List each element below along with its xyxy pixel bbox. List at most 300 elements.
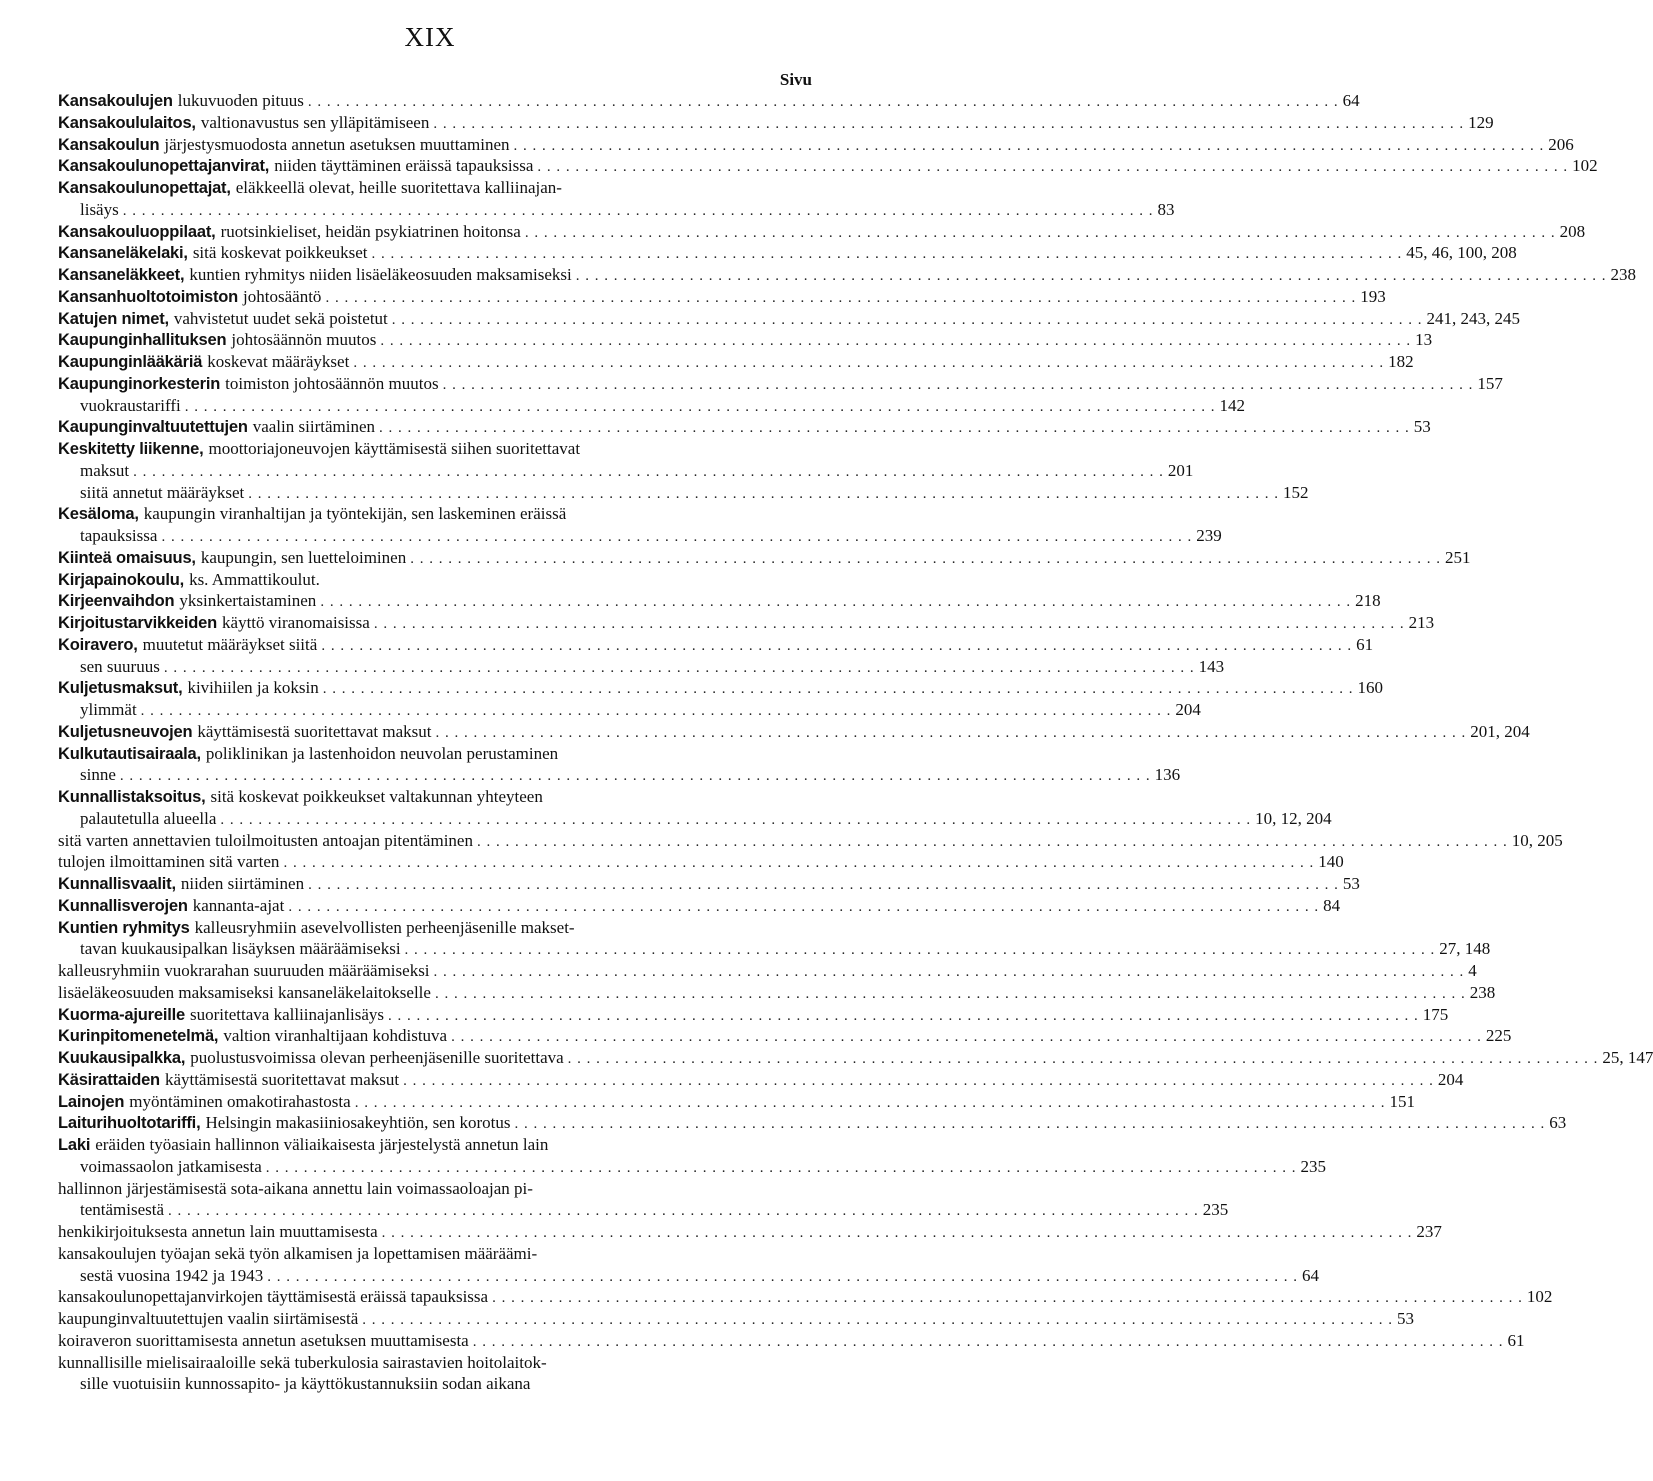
leader-dots (164, 658, 1195, 680)
leader-dots (141, 701, 1172, 723)
index-entry (58, 1330, 1525, 1352)
leader-dots (388, 1006, 1419, 1028)
entry-text (58, 1004, 384, 1027)
entry-description: ylimmät (80, 700, 137, 719)
entry-page-ref: 4 (1468, 961, 1477, 980)
entry-text (58, 1025, 447, 1048)
entry-page-ref: 160 (1357, 678, 1383, 698)
index-entry (58, 1308, 1415, 1330)
leader-dots (220, 810, 1251, 832)
entry-text (58, 1112, 510, 1135)
index-entry (58, 90, 1360, 112)
entry-keyword: Kunnallisverojen (58, 896, 188, 915)
entry-text (80, 525, 157, 547)
index-entry (58, 1352, 812, 1374)
index-entry (58, 373, 1503, 395)
entry-page-ref: 102 (1572, 156, 1598, 176)
leader-dots (133, 462, 1164, 484)
index-entry (58, 1025, 1512, 1047)
entry-keyword: Lainojen (58, 1092, 125, 1111)
entry-text (58, 851, 279, 873)
entry-page-ref: 201, 204 (1470, 721, 1530, 741)
entry-text (58, 177, 562, 200)
index-entry (58, 786, 812, 808)
page-number: XIX (404, 22, 456, 52)
entry-text (58, 1308, 358, 1330)
entry-description: myöntäminen omakotirahastosta (129, 1091, 351, 1111)
index-entry (58, 286, 1386, 308)
index-entry (58, 1134, 812, 1156)
leader-dots (443, 375, 1474, 397)
index-entry (58, 547, 1471, 569)
entry-description: kalleusryhmiin asevelvollisten perheenjäsenille makset- (194, 917, 575, 937)
entry-text (58, 438, 580, 461)
entry-page-ref: 84 (1323, 895, 1341, 915)
entry-description: eläkkeellä olevat, heille suoritettava kalliinajan- (235, 178, 562, 197)
leader-dots (161, 527, 1192, 549)
entry-page-ref: 157 (1477, 373, 1503, 393)
entry-text (58, 1286, 488, 1308)
index-entry (58, 199, 1175, 221)
leader-dots (410, 549, 1441, 571)
entry-text (58, 960, 430, 982)
leader-dots (576, 266, 1607, 288)
entry-page-ref: 64 (1342, 91, 1360, 110)
entry-text (80, 460, 129, 482)
entry-keyword: Laiturihuoltotariffi, (58, 1114, 201, 1133)
entry-keyword: Kansaneläkelaki, (58, 244, 188, 263)
index-entry (58, 1286, 1553, 1308)
entry-page-ref: 45, 46, 100, 208 (1406, 243, 1517, 263)
entry-keyword: Kulkutautisairaala, (58, 744, 201, 763)
entry-description: niiden täyttäminen eräissä tapauksissa (274, 156, 534, 176)
entry-keyword: Kansaneläkkeet, (58, 266, 185, 284)
entry-page-ref: 175 (1422, 1004, 1449, 1024)
entry-description: puolustusvoimissa olevan perheenjäsenille suoritettava (190, 1048, 564, 1067)
index-entry (58, 743, 812, 765)
leader-dots (325, 288, 1356, 310)
entry-description: moottoriajoneuvojen käyttämisestä siihen suoritettavat (208, 439, 581, 458)
entry-text (58, 351, 349, 374)
index-entry (58, 590, 1381, 612)
column-heading-sivu: Sivu (779, 70, 812, 89)
index-entry (58, 525, 1222, 547)
entry-description: kaupungin, sen luetteloiminen (200, 547, 407, 567)
index-entry (58, 917, 812, 939)
leader-dots (525, 223, 1556, 245)
entry-description: kansakoulujen työajan sekä työn alkamisen ja lopettamisen määräämi- (58, 1243, 538, 1263)
entry-description: vuokraustariffi (80, 395, 181, 415)
index-entry (58, 264, 1637, 286)
index-entry (58, 112, 1494, 134)
entry-text (58, 677, 319, 700)
entry-description: vaalin siirtäminen (252, 417, 375, 437)
entry-page-ref: 225 (1485, 1026, 1512, 1046)
index-entry (58, 873, 1360, 895)
entry-page-ref: 213 (1408, 613, 1435, 632)
entry-page-ref: 204 (1175, 700, 1201, 719)
entry-page-ref: 83 (1157, 199, 1175, 219)
leader-dots (382, 1223, 1413, 1245)
entry-page-ref: 208 (1559, 221, 1586, 241)
index-entry (58, 764, 1181, 786)
entry-page-ref: 63 (1549, 1113, 1567, 1133)
entry-description: kalleusryhmiin vuokrarahan suuruuden määräämiseksi (58, 961, 430, 980)
entry-text (58, 503, 566, 526)
entry-text (58, 373, 439, 396)
entry-text (80, 938, 401, 960)
index-entry (58, 438, 812, 460)
leader-dots (372, 244, 1403, 266)
index-entry (58, 938, 1491, 960)
entry-description: kivihiilen ja koksin (187, 678, 319, 698)
entry-page-ref: 201 (1167, 460, 1194, 480)
leader-dots (321, 636, 1352, 658)
index-entry (58, 460, 1194, 482)
entry-page-ref: 140 (1318, 852, 1344, 872)
leader-dots (405, 940, 1436, 962)
index-entry (58, 1221, 1442, 1243)
index-entry (58, 569, 812, 591)
entry-text (58, 1330, 469, 1352)
entry-page-ref: 102 (1526, 1287, 1553, 1307)
entry-description: lisäeläkeosuuden maksamiseksi kansaneläkelaitokselle (58, 982, 431, 1002)
entry-description: yksinkertaistaminen (179, 591, 317, 611)
entry-description: tapauksissa (80, 526, 158, 545)
entry-keyword: Kesäloma, (58, 505, 139, 524)
index-entry (58, 1091, 1415, 1113)
index-entry (58, 1069, 1464, 1091)
leader-dots (353, 353, 1384, 375)
entry-page-ref: 237 (1416, 1222, 1442, 1241)
leader-dots (355, 1093, 1386, 1115)
entry-description: eräiden työasiain hallinnon väliaikaisesta järjestelystä annetun lain (95, 1135, 549, 1154)
entry-keyword: Kurinpitomenetelmä, (58, 1027, 219, 1046)
index-entry (58, 677, 1383, 699)
index-entry (58, 221, 1586, 243)
leader-dots (267, 1267, 1298, 1289)
index-entry (58, 1047, 1653, 1069)
entry-keyword: Kiinteä omaisuus, (58, 548, 196, 567)
entry-text (58, 1243, 537, 1265)
entry-description: palautetulla alueella (80, 808, 217, 828)
entry-text (58, 569, 320, 592)
entry-text (58, 982, 431, 1004)
entry-keyword: Kansakoulun (58, 135, 160, 154)
index-entry (58, 177, 812, 199)
entry-text (58, 155, 533, 178)
entry-text (80, 482, 244, 504)
entry-page-ref: 136 (1154, 765, 1181, 785)
leader-dots (123, 201, 1154, 223)
index-entry (58, 851, 1344, 873)
entry-text (58, 1069, 399, 1092)
entry-keyword: Kansakoulujen (58, 92, 173, 110)
entry-keyword: Kirjeenvaihdon (58, 592, 175, 611)
leader-dots (451, 1027, 1482, 1049)
leader-dots (492, 1288, 1523, 1310)
entry-description: suoritettava kalliinajanlisäys (190, 1004, 385, 1024)
leader-dots (514, 1114, 1545, 1136)
entry-text (58, 634, 317, 657)
leader-dots (435, 984, 1466, 1006)
index-entry (58, 308, 1521, 330)
entry-text (80, 808, 216, 830)
entry-description: lisäys (80, 199, 119, 219)
index-entry (58, 416, 1431, 438)
entry-text (58, 873, 304, 896)
entry-description: kaupunginvaltuutettujen vaalin siirtämisestä (58, 1309, 359, 1328)
entry-page-ref: 182 (1388, 352, 1414, 371)
entry-page-ref: 10, 205 (1511, 830, 1563, 850)
entry-text (80, 395, 181, 417)
entry-keyword: Laki (58, 1136, 91, 1154)
entry-keyword: Kirjoitustarvikkeiden (58, 614, 218, 632)
entry-page-ref: 27, 148 (1439, 939, 1491, 959)
entry-keyword: Kansakouluoppilaat, (58, 222, 216, 241)
index-entry (58, 721, 1530, 743)
index-entry (58, 1178, 812, 1200)
entry-description: niiden siirtäminen (180, 874, 305, 893)
entry-page-ref: 64 (1301, 1265, 1319, 1285)
entry-page-ref: 218 (1355, 591, 1381, 611)
entry-keyword: Kaupunginvaltuutettujen (58, 418, 248, 437)
leader-dots (185, 397, 1216, 419)
entry-text (58, 242, 368, 265)
entry-text (80, 764, 116, 786)
entry-description: tentämisestä (80, 1200, 165, 1220)
entry-page-ref: 53 (1413, 417, 1431, 437)
entry-page-ref: 238 (1469, 982, 1496, 1002)
leader-dots (514, 136, 1545, 158)
entry-page-ref: 53 (1397, 1309, 1415, 1328)
entry-description: kansakoulunopettajanvirkojen täyttämisestä eräissä tapauksissa (58, 1287, 489, 1307)
entry-description: poliklinikan ja lastenhoidon neuvolan perustaminen (205, 743, 559, 763)
entry-keyword: Kansakoulunopettajanvirat, (58, 157, 270, 176)
leader-dots (308, 92, 1339, 114)
entry-description: valtionavustus sen ylläpitämiseen (200, 112, 430, 132)
entry-keyword: Kuljetusmaksut, (58, 679, 183, 698)
index-entry (58, 699, 1201, 721)
leader-dots (537, 157, 1568, 179)
leader-dots (436, 723, 1467, 745)
entry-description: maksut (80, 460, 130, 480)
entry-text (80, 656, 160, 678)
entry-text (58, 786, 543, 809)
entry-page-ref: 143 (1198, 656, 1225, 676)
entry-description: kunnallisille mielisairaaloille sekä tuberkulosia sairastavien hoitolaitok- (58, 1352, 547, 1372)
index-entry (58, 1112, 1567, 1134)
entry-text (58, 743, 558, 766)
index-entry (58, 155, 1598, 177)
entry-page-ref: 239 (1196, 526, 1222, 545)
leader-dots (308, 875, 1339, 897)
entry-text (58, 90, 304, 113)
index-entry (58, 242, 1517, 264)
entry-page-ref: 235 (1202, 1200, 1229, 1220)
entry-text (58, 308, 388, 331)
entry-description: käyttö viranomaisissa (222, 613, 370, 632)
entry-description: henkikirjoituksesta annetun lain muuttamisesta (58, 1222, 378, 1241)
index-entry (58, 982, 1496, 1004)
entry-text (58, 134, 510, 157)
leader-dots (473, 1332, 1504, 1354)
entry-text (80, 699, 137, 721)
index-entry (58, 1373, 812, 1395)
entry-keyword: Kuukausipalkka, (58, 1049, 186, 1067)
entry-page-ref: 151 (1389, 1091, 1415, 1111)
leader-dots (248, 484, 1279, 506)
entry-description: Helsingin makasiiniosakeyhtiön, sen korotus (205, 1113, 511, 1133)
entry-description: tulojen ilmoittaminen sitä varten (58, 852, 280, 872)
entry-text (58, 112, 429, 135)
leader-dots (434, 962, 1465, 984)
entry-keyword: Kuntien ryhmitys (58, 918, 190, 937)
index-entry (58, 351, 1414, 373)
entry-text (80, 199, 119, 221)
entry-description: sille vuotuisiin kunnossapito- ja käyttökustannuksiin sodan aikana (80, 1374, 531, 1394)
entry-description: koskevat määräykset (207, 352, 350, 371)
entry-description: sestä vuosina 1942 ja 1943 (80, 1265, 264, 1285)
entry-page-ref: 10, 12, 204 (1255, 808, 1332, 828)
leader-dots (374, 614, 1405, 636)
entry-keyword: Koiravero, (58, 635, 138, 654)
index-entry (58, 329, 1433, 351)
index-entry (58, 808, 1332, 830)
entry-text (80, 1265, 263, 1287)
entry-page-ref: 61 (1507, 1330, 1525, 1350)
index-entry (58, 960, 1477, 982)
entry-text (58, 1352, 547, 1374)
index-entry (58, 634, 1374, 656)
entry-page-ref: 241, 243, 245 (1426, 308, 1521, 328)
entry-description: käyttämisestä suoritettavat maksut (197, 721, 432, 741)
entry-description: vahvistetut uudet sekä poistetut (173, 308, 388, 328)
entry-text (58, 895, 284, 918)
leader-dots (403, 1071, 1434, 1093)
entry-keyword: Kirjapainokoulu, (58, 570, 185, 589)
entry-keyword: Katujen nimet, (58, 309, 169, 328)
entry-page-ref: 204 (1437, 1069, 1464, 1089)
entry-keyword: Kansakoululaitos, (58, 113, 196, 132)
index-entry (58, 1243, 812, 1265)
index-entry (58, 830, 1563, 852)
leader-dots (288, 897, 1319, 919)
entry-text (58, 264, 572, 287)
index-entry (58, 1199, 1229, 1221)
entry-description: koiraveron suorittamisesta annetun asetuksen muuttamisesta (58, 1330, 469, 1350)
index-entry (58, 612, 1435, 634)
entry-description: kuntien ryhmitys niiden lisäeläkeosuuden maksamiseksi (189, 265, 572, 284)
leader-dots (362, 1310, 1393, 1332)
entry-text (80, 1373, 530, 1395)
entry-description: johtosäännön muutos (231, 330, 377, 350)
index-list (58, 90, 1653, 1395)
entry-description: sitä koskevat poikkeukset (192, 243, 368, 263)
leader-dots (320, 592, 1351, 614)
entry-description: ks. Ammattikoulut. (189, 569, 320, 589)
entry-page-ref: 251 (1444, 547, 1471, 567)
entry-page-ref: 129 (1468, 112, 1494, 132)
leader-dots (379, 418, 1410, 440)
leader-dots (392, 310, 1423, 332)
entry-description: järjestysmuodosta annetun asetuksen muuttaminen (164, 134, 510, 154)
entry-description: valtion viranhaltijaan kohdistuva (223, 1026, 448, 1046)
entry-page-ref: 61 (1356, 634, 1374, 654)
entry-page-ref: 142 (1219, 395, 1245, 415)
entry-text (58, 547, 406, 570)
entry-page-ref: 193 (1360, 286, 1386, 306)
leader-dots (380, 331, 1411, 353)
leader-dots (168, 1201, 1199, 1223)
entry-description: ruotsinkieliset, heidän psykiatrinen hoitonsa (220, 221, 521, 241)
entry-description: voimassaolon jatkamisesta (80, 1156, 262, 1176)
entry-keyword: Kuljetusneuvojen (58, 722, 193, 741)
leader-dots (568, 1049, 1599, 1071)
entry-text (58, 416, 375, 439)
entry-description: tavan kuukausipalkan lisäyksen määräämiseksi (80, 939, 401, 959)
entry-description: johtosääntö (243, 286, 322, 306)
entry-text (58, 1091, 351, 1114)
entry-page-ref: 206 (1548, 134, 1574, 154)
entry-keyword: Kaupunginlääkäriä (58, 353, 203, 371)
entry-keyword: Kunnallisvaalit, (58, 875, 176, 893)
entry-text (58, 590, 316, 613)
entry-keyword: Kansanhuoltotoimiston (58, 287, 239, 306)
entry-page-ref: 25, 147 (1602, 1048, 1653, 1067)
entry-text (58, 612, 370, 635)
leader-dots (266, 1158, 1297, 1180)
entry-text (58, 917, 575, 940)
leader-dots (283, 853, 1314, 875)
entry-keyword: Kaupunginorkesterin (58, 374, 221, 393)
index-entry (58, 482, 1309, 504)
index-entry (58, 1265, 1319, 1287)
entry-keyword: Kaupunginhallituksen (58, 331, 227, 350)
entry-page-ref: 152 (1283, 482, 1309, 502)
index-entry (58, 1004, 1449, 1026)
index-entry (58, 1156, 1327, 1178)
entry-description: toimiston johtosäännön muutos (225, 373, 439, 393)
index-entry (58, 895, 1341, 917)
entry-text (58, 1047, 564, 1070)
entry-text (58, 830, 473, 852)
leader-dots (477, 832, 1508, 854)
entry-text (58, 1178, 533, 1200)
entry-description: sitä koskevat poikkeukset valtakunnan yhteyteen (210, 787, 543, 806)
entry-text (58, 221, 521, 244)
entry-page-ref: 13 (1415, 330, 1433, 350)
entry-keyword: Käsirattaiden (58, 1070, 160, 1089)
entry-page-ref: 235 (1300, 1156, 1327, 1176)
entry-keyword: Kuorma-ajureille (58, 1005, 186, 1024)
entry-text (80, 1199, 164, 1221)
entry-description: kannanta-ajat (192, 895, 285, 915)
index-entry (58, 503, 812, 525)
entry-description: muutetut määräykset siitä (142, 634, 318, 654)
leader-dots (433, 114, 1464, 136)
leader-dots (323, 679, 1354, 701)
entry-description: lukuvuoden pituus (177, 91, 304, 110)
entry-text (58, 286, 321, 309)
entry-text (58, 329, 376, 352)
entry-text (58, 1221, 378, 1243)
entry-keyword: Kansakoulunopettajat, (58, 179, 231, 197)
entry-description: sitä varten annettavien tuloilmoitusten antoajan pitentäminen (58, 830, 473, 850)
entry-page-ref: 53 (1342, 874, 1360, 893)
entry-text (58, 721, 432, 744)
entry-description: sen suuruus (80, 656, 160, 676)
